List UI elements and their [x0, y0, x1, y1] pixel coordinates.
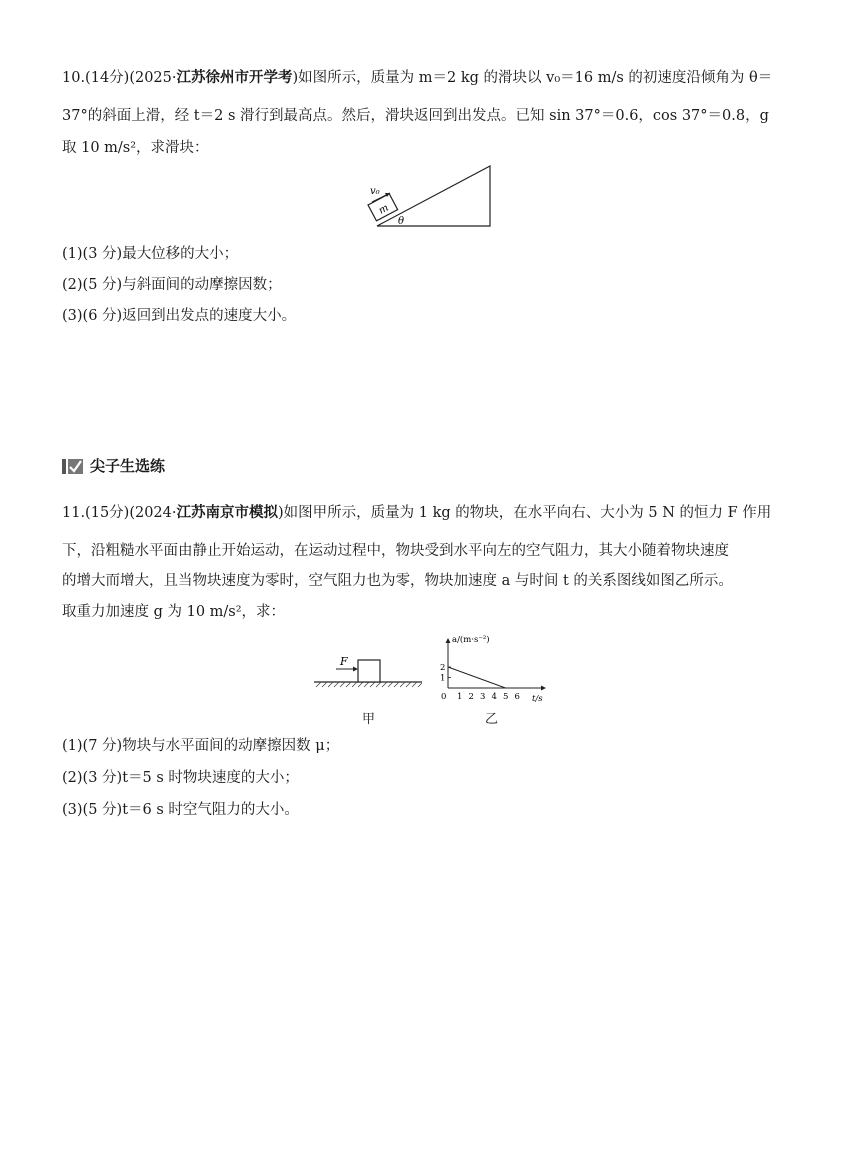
q11-line4: 取重力加速度 g 为 10 m/s²，求：	[62, 604, 286, 620]
q11-part3: (3)(5 分)t＝6 s 时空气阻力的大小。	[62, 802, 299, 818]
x-tick-label: 2	[468, 692, 474, 702]
incline-figure	[362, 162, 494, 232]
q10-text-1: )如图所示，质量为 m＝2 kg 的滑块以 v₀＝16 m/s 的初速度沿倾角为 θ＝	[292, 70, 773, 86]
block-mass-label: m	[377, 202, 391, 217]
q11-source: 江苏南京市模拟	[176, 505, 278, 521]
ground-hatching	[316, 682, 422, 687]
q10-line3: 取 10 m/s²，求滑块：	[62, 140, 209, 156]
section-title: 尖子生选练	[90, 457, 166, 475]
q10-line1	[62, 66, 772, 87]
x-tick-label: 5	[503, 692, 509, 702]
x-tick-label: 4	[491, 692, 497, 702]
figure-jia	[312, 650, 424, 690]
caption-yi: 乙	[485, 712, 499, 727]
q11-part2: (2)(3 分)t＝5 s 时物块速度的大小；	[62, 770, 299, 786]
section-header	[62, 455, 165, 476]
x-tick-label: 1	[457, 692, 463, 702]
block	[358, 660, 380, 682]
incline-triangle	[377, 166, 490, 226]
q10-part1: (1)(3 分)最大位移的大小；	[62, 246, 239, 262]
q10-line2: 37°的斜面上滑，经 t＝2 s 滑行到最高点。然后，滑块返回到出发点。已知 sin 37°＝0.6，cos 37°＝0.8，g	[62, 108, 769, 124]
x-axis-arrow	[541, 686, 546, 691]
q11-number: 11.(15分)(2024·	[62, 505, 177, 521]
at-graph	[436, 632, 556, 708]
q10-part3: (3)(6 分)返回到出发点的速度大小。	[62, 308, 297, 324]
q10-source: 江苏徐州市开学考	[176, 70, 293, 86]
y-tick-label: 2	[440, 663, 446, 673]
v0-label: v₀	[370, 186, 380, 197]
y-axis-arrow	[446, 638, 451, 643]
force-label: F	[340, 655, 348, 668]
q10-number: 10.(14分)(2025·	[62, 70, 177, 86]
q11-line3: 的增大而增大，且当物块速度为零时，空气阻力也为零，物块加速度 a 与时间 t 的关系图线如图乙所示。	[62, 573, 733, 589]
series-line	[448, 667, 517, 688]
theta-label: θ	[398, 216, 405, 227]
q11-text-1: )如图甲所示，质量为 1 kg 的物块，在水平向右、大小为 5 N 的恒力 F 作用	[278, 505, 772, 521]
x-tick-label: 0	[441, 692, 447, 702]
y-tick-label: 1	[440, 673, 446, 684]
checkmark-icon	[62, 457, 84, 475]
x-tick-label: 6	[514, 692, 520, 702]
x-tick-label: 3	[480, 692, 486, 702]
x-axis-label: t/s	[532, 694, 543, 704]
force-arrowhead	[353, 667, 358, 672]
y-axis-label: a/(m·s⁻²)	[452, 635, 490, 645]
q11-line2: 下，沿粗糙水平面由静止开始运动，在运动过程中，物块受到水平向左的空气阻力，其大小随着物块速度	[62, 543, 729, 559]
q11-part1: (1)(7 分)物块与水平面间的动摩擦因数 μ；	[62, 738, 340, 754]
caption-jia: 甲	[362, 712, 376, 727]
q10-part2: (2)(5 分)与斜面间的动摩擦因数；	[62, 277, 282, 293]
q11-line1	[62, 501, 771, 522]
